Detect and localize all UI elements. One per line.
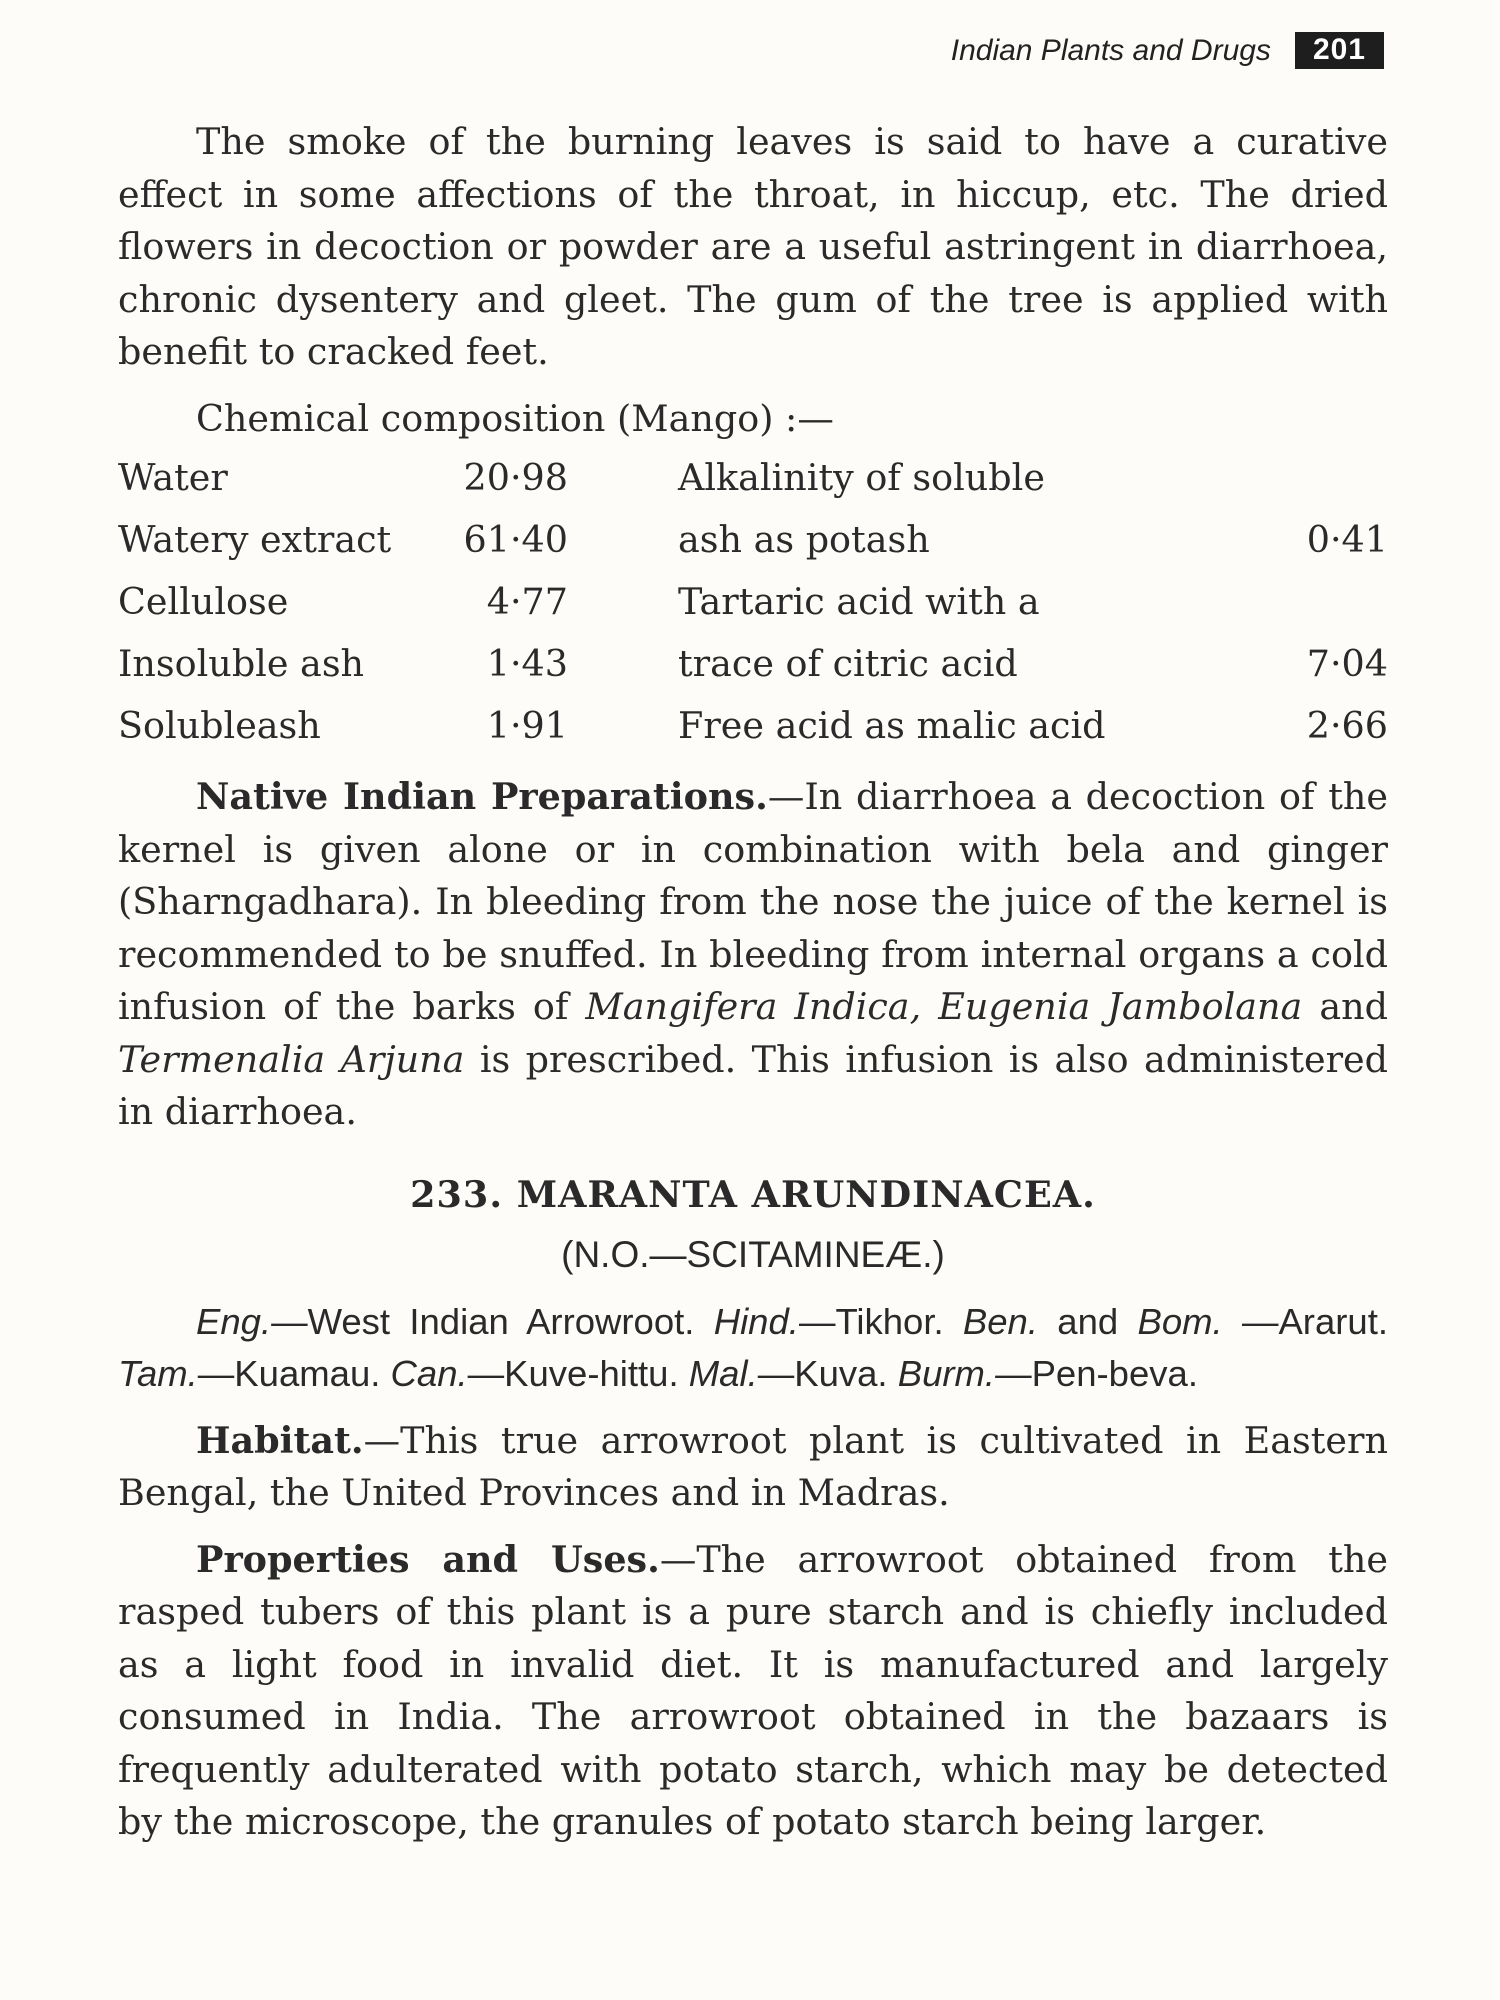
component-name: Free acid as malic acid bbox=[678, 703, 1106, 747]
component-value: 1·91 bbox=[486, 703, 568, 747]
language-label: Hind. bbox=[713, 1300, 799, 1342]
component-name: Solubleash bbox=[118, 703, 321, 747]
component-value bbox=[1288, 571, 1388, 633]
component-name: Alkalinity of soluble bbox=[678, 455, 1045, 499]
paragraph-smoke: The smoke of the burning leaves is said to have a curative effect in some affections of the throat, in hiccup, etc. The dried flowers in decoction or powder are a useful astringent in diarrhoea, chronic dysentery and gleet. The gum of the tree is applied with benefit to cracked feet. bbox=[118, 120, 1388, 373]
table-row bbox=[118, 447, 1388, 509]
language-label: Bom. bbox=[1137, 1300, 1223, 1342]
table-row bbox=[118, 633, 1388, 695]
language-label: Tam. bbox=[118, 1353, 198, 1394]
chemical-composition-table bbox=[118, 447, 1388, 757]
section-label: Habitat. bbox=[196, 1418, 364, 1462]
component-name: Insoluble ash bbox=[118, 641, 365, 685]
component-value: 7·04 bbox=[1306, 641, 1388, 685]
page-header bbox=[951, 32, 1384, 69]
component-name: Tartaric acid with a bbox=[678, 579, 1040, 623]
language-label: Mal. bbox=[688, 1353, 758, 1394]
section-label: Native Indian Preparations. bbox=[196, 775, 768, 818]
table-row bbox=[118, 695, 1388, 757]
component-name: ash as potash bbox=[678, 517, 930, 561]
chemical-composition-intro: Chemical composition (Mango) :— bbox=[196, 396, 834, 440]
page-number: 201 bbox=[1295, 32, 1384, 69]
component-name: Cellulose bbox=[118, 579, 289, 623]
component-value bbox=[1288, 447, 1388, 509]
component-value: 2·66 bbox=[1306, 703, 1388, 747]
species-name: Mangifera Indica, Eugenia Jambolana bbox=[585, 985, 1303, 1028]
component-value: 0·41 bbox=[1306, 517, 1388, 561]
component-value: 61·40 bbox=[463, 517, 568, 561]
table-row bbox=[118, 509, 1388, 571]
entry-heading: 233. MARANTA ARUNDINACEA. bbox=[410, 1172, 1096, 1216]
component-value: 1·43 bbox=[486, 641, 568, 685]
language-label: Can. bbox=[390, 1353, 468, 1394]
paragraph-habitat: Habitat.—This true arrowroot plant is cultivated in Eastern Bengal, the United Provinces and in Madras. bbox=[118, 1418, 1388, 1514]
component-name: Watery extract bbox=[118, 517, 392, 561]
component-name: trace of citric acid bbox=[678, 641, 1018, 685]
component-value: 20·98 bbox=[463, 455, 568, 499]
language-label: Burm. bbox=[897, 1353, 996, 1394]
species-name: Termenalia Arjuna bbox=[118, 1037, 465, 1081]
vernacular-names: Eng.—West Indian Arrowroot. Hind.—Tikhor. Ben. and Bom. —Ararut. Tam.—Kuamau. Can.—Kuve-hittu. Mal.—Kuva. Burm.—Pen-beva. bbox=[118, 1300, 1388, 1394]
running-title: Indian Plants and Drugs bbox=[950, 33, 1271, 67]
table-row bbox=[118, 571, 1388, 633]
natural-order: (N.O.—SCITAMINEÆ.) bbox=[561, 1234, 945, 1275]
language-label: Ben. bbox=[962, 1300, 1038, 1342]
component-value: 4·77 bbox=[486, 579, 568, 623]
paragraph-properties: Properties and Uses.—The arrowroot obtained from the rasped tubers of this plant is a pure starch and is chiefly included as a light food in invalid diet. It is manufactured and largely consumed in India. The arrowroot obtained in the bazaars is frequently adulterated with potato starch, which may be detected by the microscope, the granules of potato starch being larger. bbox=[118, 1537, 1388, 1843]
paragraph-native-preparations: Native Indian Preparations.—In diarrhoea a decoction of the kernel is given alone or in combination with bela and ginger (Sharngadhara). In bleeding from the nose the juice of the kernel is recommended to be snuffed. In bleeding from internal organs a cold infusion of the barks of Mangifera Indica, Eugenia Jambolana and Termenalia Arjuna is prescribed. This infusion is also administered in diarrhoea. bbox=[118, 775, 1389, 1133]
component-name: Water bbox=[118, 455, 228, 499]
language-label: Eng. bbox=[196, 1300, 272, 1342]
section-label: Properties and Uses. bbox=[196, 1537, 660, 1581]
page-body bbox=[118, 116, 1388, 1849]
